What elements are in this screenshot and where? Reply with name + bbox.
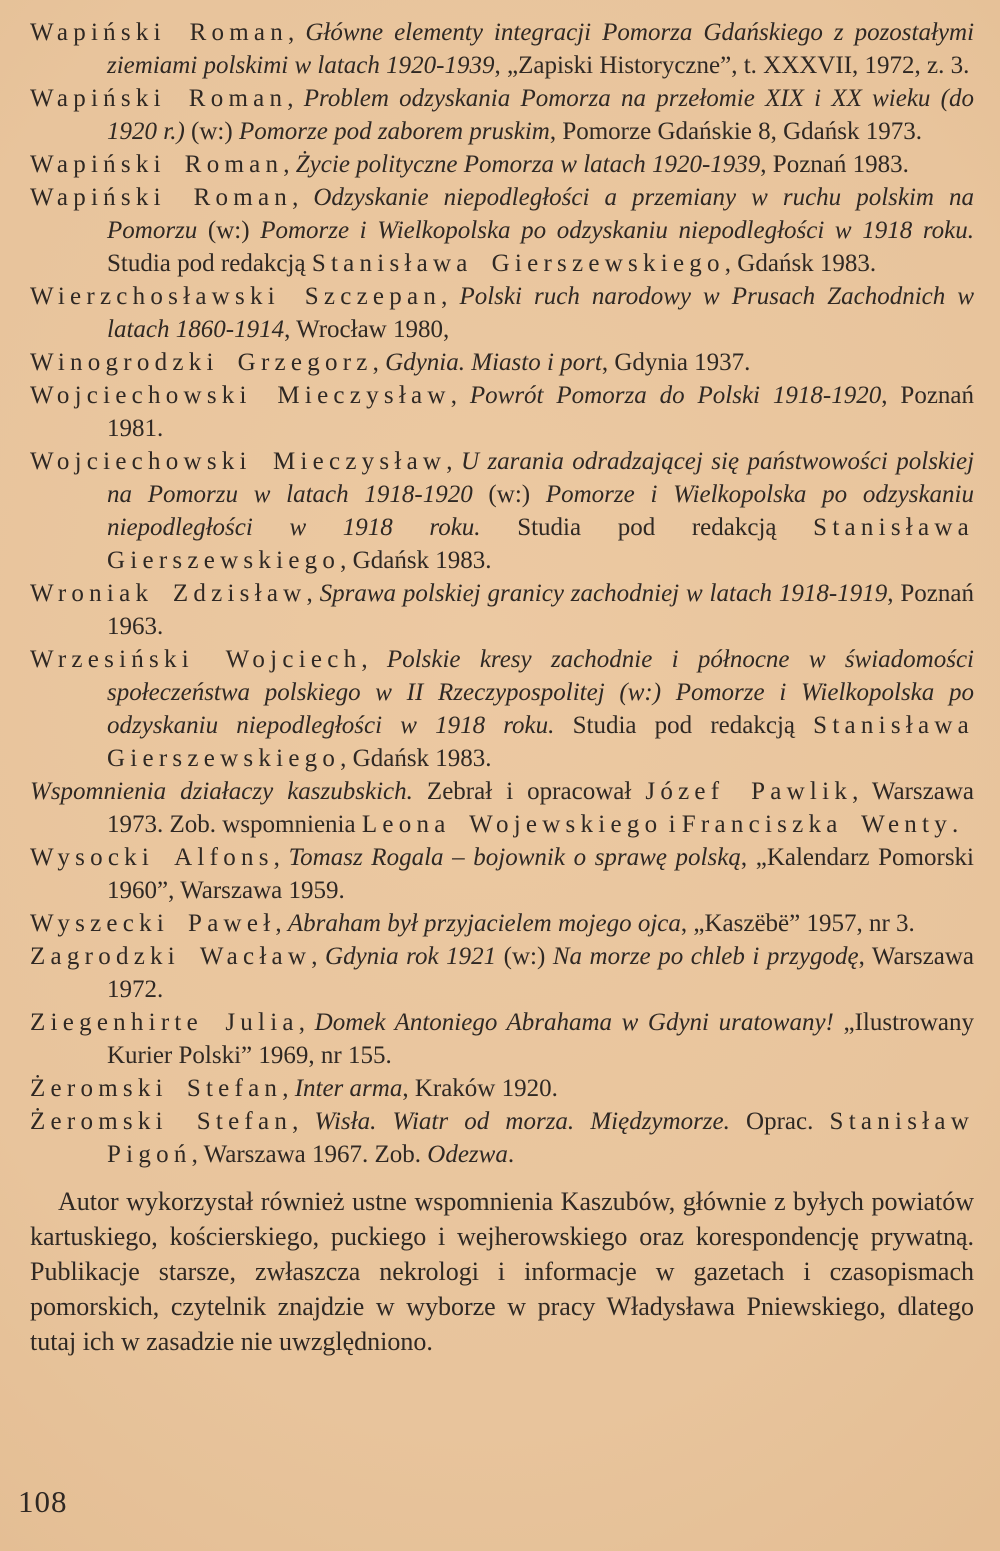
person-name: Żeromski Stefan xyxy=(30,1075,283,1102)
work-title: Gdynia. Miasto i port xyxy=(385,349,602,376)
bib-text: , Gdańsk 1983. xyxy=(340,547,492,574)
bib-text: (w:) xyxy=(197,217,261,244)
bib-text: , xyxy=(273,844,289,871)
work-title: Pomorze i Wielkopolska po odzyskaniu niepodległości w 1918 roku. xyxy=(260,217,974,244)
person-name: Żeromski Stefan xyxy=(30,1108,293,1135)
bib-text: , „Zapiski Historyczne”, t. XXXVII, 1972, z. 3. xyxy=(494,52,970,79)
bib-entry xyxy=(30,577,974,643)
work-title: Na morze po chleb i przygodę xyxy=(552,943,859,970)
person-name: Stanisława Gierszewskiego xyxy=(311,250,725,277)
work-title: Pomorze i Wielkopolska po odzyskaniu niepodległości w 1918 roku. xyxy=(107,481,974,541)
bib-text: Studia pod redakcją xyxy=(554,712,814,739)
work-title: Pomorze pod zaborem pruskim xyxy=(238,118,550,145)
bib-entry xyxy=(30,775,974,841)
bib-text: i xyxy=(662,811,682,838)
closing-paragraph: Autor wykorzystał również ustne wspomnienia Kaszubów, głównie z byłych powiatów kartuskiego, kościerskiego, puckiego i wejherowskiego oraz korespondencję prywatną. Publikacje starsze, zwłaszcza nekrologi i informacje w gazetach i czasopismach pomorskich, czytelnik znajdzie w wyborze w pracy Władysława Pniewskiego, dlatego tutaj ich w zasadzie nie uwzględniono. xyxy=(30,1187,974,1356)
bib-entry xyxy=(30,907,974,940)
bib-text: . xyxy=(952,811,959,838)
bib-text: , Kraków 1920. xyxy=(402,1075,558,1102)
bib-text: Oprac. xyxy=(729,1108,830,1135)
bib-entry xyxy=(30,841,974,907)
work-title: Domek Antoniego Abrahama w Gdyni uratowany! xyxy=(314,1009,834,1036)
person-name: Wojciechowski Mieczysław xyxy=(30,448,447,475)
bib-text: , xyxy=(441,283,460,310)
bib-text: , xyxy=(298,1009,315,1036)
bib-text: , Pomorze Gdańskie 8, Gdańsk 1973. xyxy=(549,118,922,145)
bib-entry xyxy=(30,1072,974,1105)
bib-text: , xyxy=(275,910,288,937)
bib-entry xyxy=(30,1105,974,1171)
bib-text: , „Kaszëbë” 1957, nr 3. xyxy=(680,910,915,937)
bib-text: , xyxy=(288,19,306,46)
bib-text: Studia pod redakcją xyxy=(107,250,312,277)
work-title: Abraham był przyjacielem mojego ojca xyxy=(287,910,681,937)
bib-text: „Ilustrowany Kurier Polski” 1969, nr 155. xyxy=(107,1009,974,1069)
person-name: Leona Wojewskiego xyxy=(361,811,663,838)
bib-entry xyxy=(30,940,974,1006)
bib-text: , xyxy=(283,151,296,178)
person-name: Wojciechowski Mieczysław xyxy=(30,382,451,409)
bib-text: , xyxy=(292,1108,315,1135)
work-title: Problem odzyskania Pomorza na przełomie XIX i XX wieku (do 1920 r.) xyxy=(107,85,974,145)
bib-text: , xyxy=(450,382,470,409)
bib-entry xyxy=(30,643,974,775)
work-title: Gdynia rok 1921 xyxy=(325,943,497,970)
bib-entry xyxy=(30,1006,974,1072)
bib-text: , Gdynia 1937. xyxy=(601,349,751,376)
bib-text: , Poznań 1983. xyxy=(760,151,909,178)
person-name: Stanisław Pigoń xyxy=(107,1108,975,1168)
bib-entry xyxy=(30,280,974,346)
bib-text: (w:) xyxy=(184,118,239,145)
work-title: U zarania odradzającej się państwowości polskiej na Pomorzu w latach 1918-1920 xyxy=(107,448,975,508)
bib-entry xyxy=(30,445,974,577)
person-name: Zagrodzki Wacław xyxy=(30,943,312,970)
bib-text: . xyxy=(507,1141,515,1168)
person-name: Wapiński Roman xyxy=(30,151,284,178)
bib-text: , xyxy=(282,1075,295,1102)
bib-text: , Wrocław 1980, xyxy=(284,316,450,343)
bib-text: , Poznań 1963. xyxy=(107,580,974,640)
person-name: Wrzesiński Wojciech xyxy=(30,646,362,673)
person-name: Stanisława Gierszewskiego xyxy=(107,712,974,772)
bib-text: Studia pod redakcją xyxy=(480,514,814,541)
bib-text: , xyxy=(361,646,387,673)
person-name: Wapiński Roman xyxy=(30,85,288,112)
person-name: Józef Pawlik xyxy=(645,778,853,805)
bib-text: , Gdańsk 1983. xyxy=(724,250,877,277)
page-number: 108 xyxy=(18,1484,68,1519)
work-title: Odzyskanie niepodległości a przemiany w ruchu polskim na Pomorzu xyxy=(107,184,975,244)
bib-entry xyxy=(30,82,974,148)
person-name: Wapiński Roman xyxy=(30,184,293,211)
work-title: Tomasz Rogala – bojownik o sprawę polską xyxy=(288,844,741,871)
bib-text: , Warszawa 1972. xyxy=(107,943,974,1003)
person-name: Winogrodzki Grzegorz xyxy=(30,349,373,376)
bib-entry xyxy=(30,148,974,181)
work-title: Wisła. Wiatr od morza. Międzymorze. xyxy=(314,1108,730,1135)
work-title: Wspomnienia działaczy kaszubskich. xyxy=(30,778,413,805)
person-name: Wierzchosławski Szczepan xyxy=(30,283,442,310)
work-title: Polskie kresy zachodnie i północne w świadomości społeczeństwa polskiego w II Rzeczypospolitej (w:) Pomorze i Wielkopolska po odzyskaniu niepodległości w 1918 roku. xyxy=(107,646,974,739)
bib-entry xyxy=(30,16,974,82)
bib-text: , Gdańsk 1983. xyxy=(340,745,492,772)
bib-text: , Warszawa 1973. Zob. wspomnienia xyxy=(107,778,975,838)
bib-text: Zebrał i opracował xyxy=(412,778,646,805)
bib-entry xyxy=(30,181,974,280)
person-name: Ziegenhirte Julia xyxy=(30,1009,299,1036)
bib-text: (w:) xyxy=(472,481,546,508)
bib-entry xyxy=(30,346,974,379)
bib-text: , xyxy=(311,943,326,970)
work-title: Polski ruch narodowy w Prusach Zachodnich w latach 1860-1914 xyxy=(107,283,975,343)
bib-text: , xyxy=(306,580,320,607)
work-title: Powrót Pomorza do Polski 1918-1920 xyxy=(469,382,882,409)
bib-entry xyxy=(30,379,974,445)
bib-text: , xyxy=(446,448,461,475)
person-name: Wroniak Zdzisław xyxy=(30,580,307,607)
work-title: Sprawa polskiej granicy zachodniej w latach 1918-1919 xyxy=(319,580,888,607)
person-name: Stanisława Gierszewskiego xyxy=(107,514,974,574)
work-title: Główne elementy integracji Pomorza Gdańskiego z pozostałymi ziemiami polskimi w latach 1920-1939 xyxy=(107,19,975,79)
bib-text: , Warszawa 1967. Zob. xyxy=(191,1141,428,1168)
bib-text: , xyxy=(292,184,314,211)
bib-text: (w:) xyxy=(496,943,553,970)
bib-text: , „Kalendarz Pomorski 1960”, Warszawa 1959. xyxy=(107,844,975,904)
bib-text: , xyxy=(372,349,386,376)
person-name: Wapiński Roman xyxy=(30,19,289,46)
work-title: Odezwa xyxy=(427,1141,508,1168)
bib-text: , xyxy=(287,85,304,112)
person-name: Franciszka Wenty xyxy=(681,811,953,838)
bibliography-list xyxy=(30,16,974,1171)
person-name: Wysocki Alfons xyxy=(30,844,274,871)
work-title: Inter arma xyxy=(294,1075,403,1102)
bib-text: , Poznań 1981. xyxy=(107,382,975,442)
work-title: Życie polityczne Pomorza w latach 1920-1939 xyxy=(295,151,761,178)
person-name: Wyszecki Paweł xyxy=(30,910,276,937)
